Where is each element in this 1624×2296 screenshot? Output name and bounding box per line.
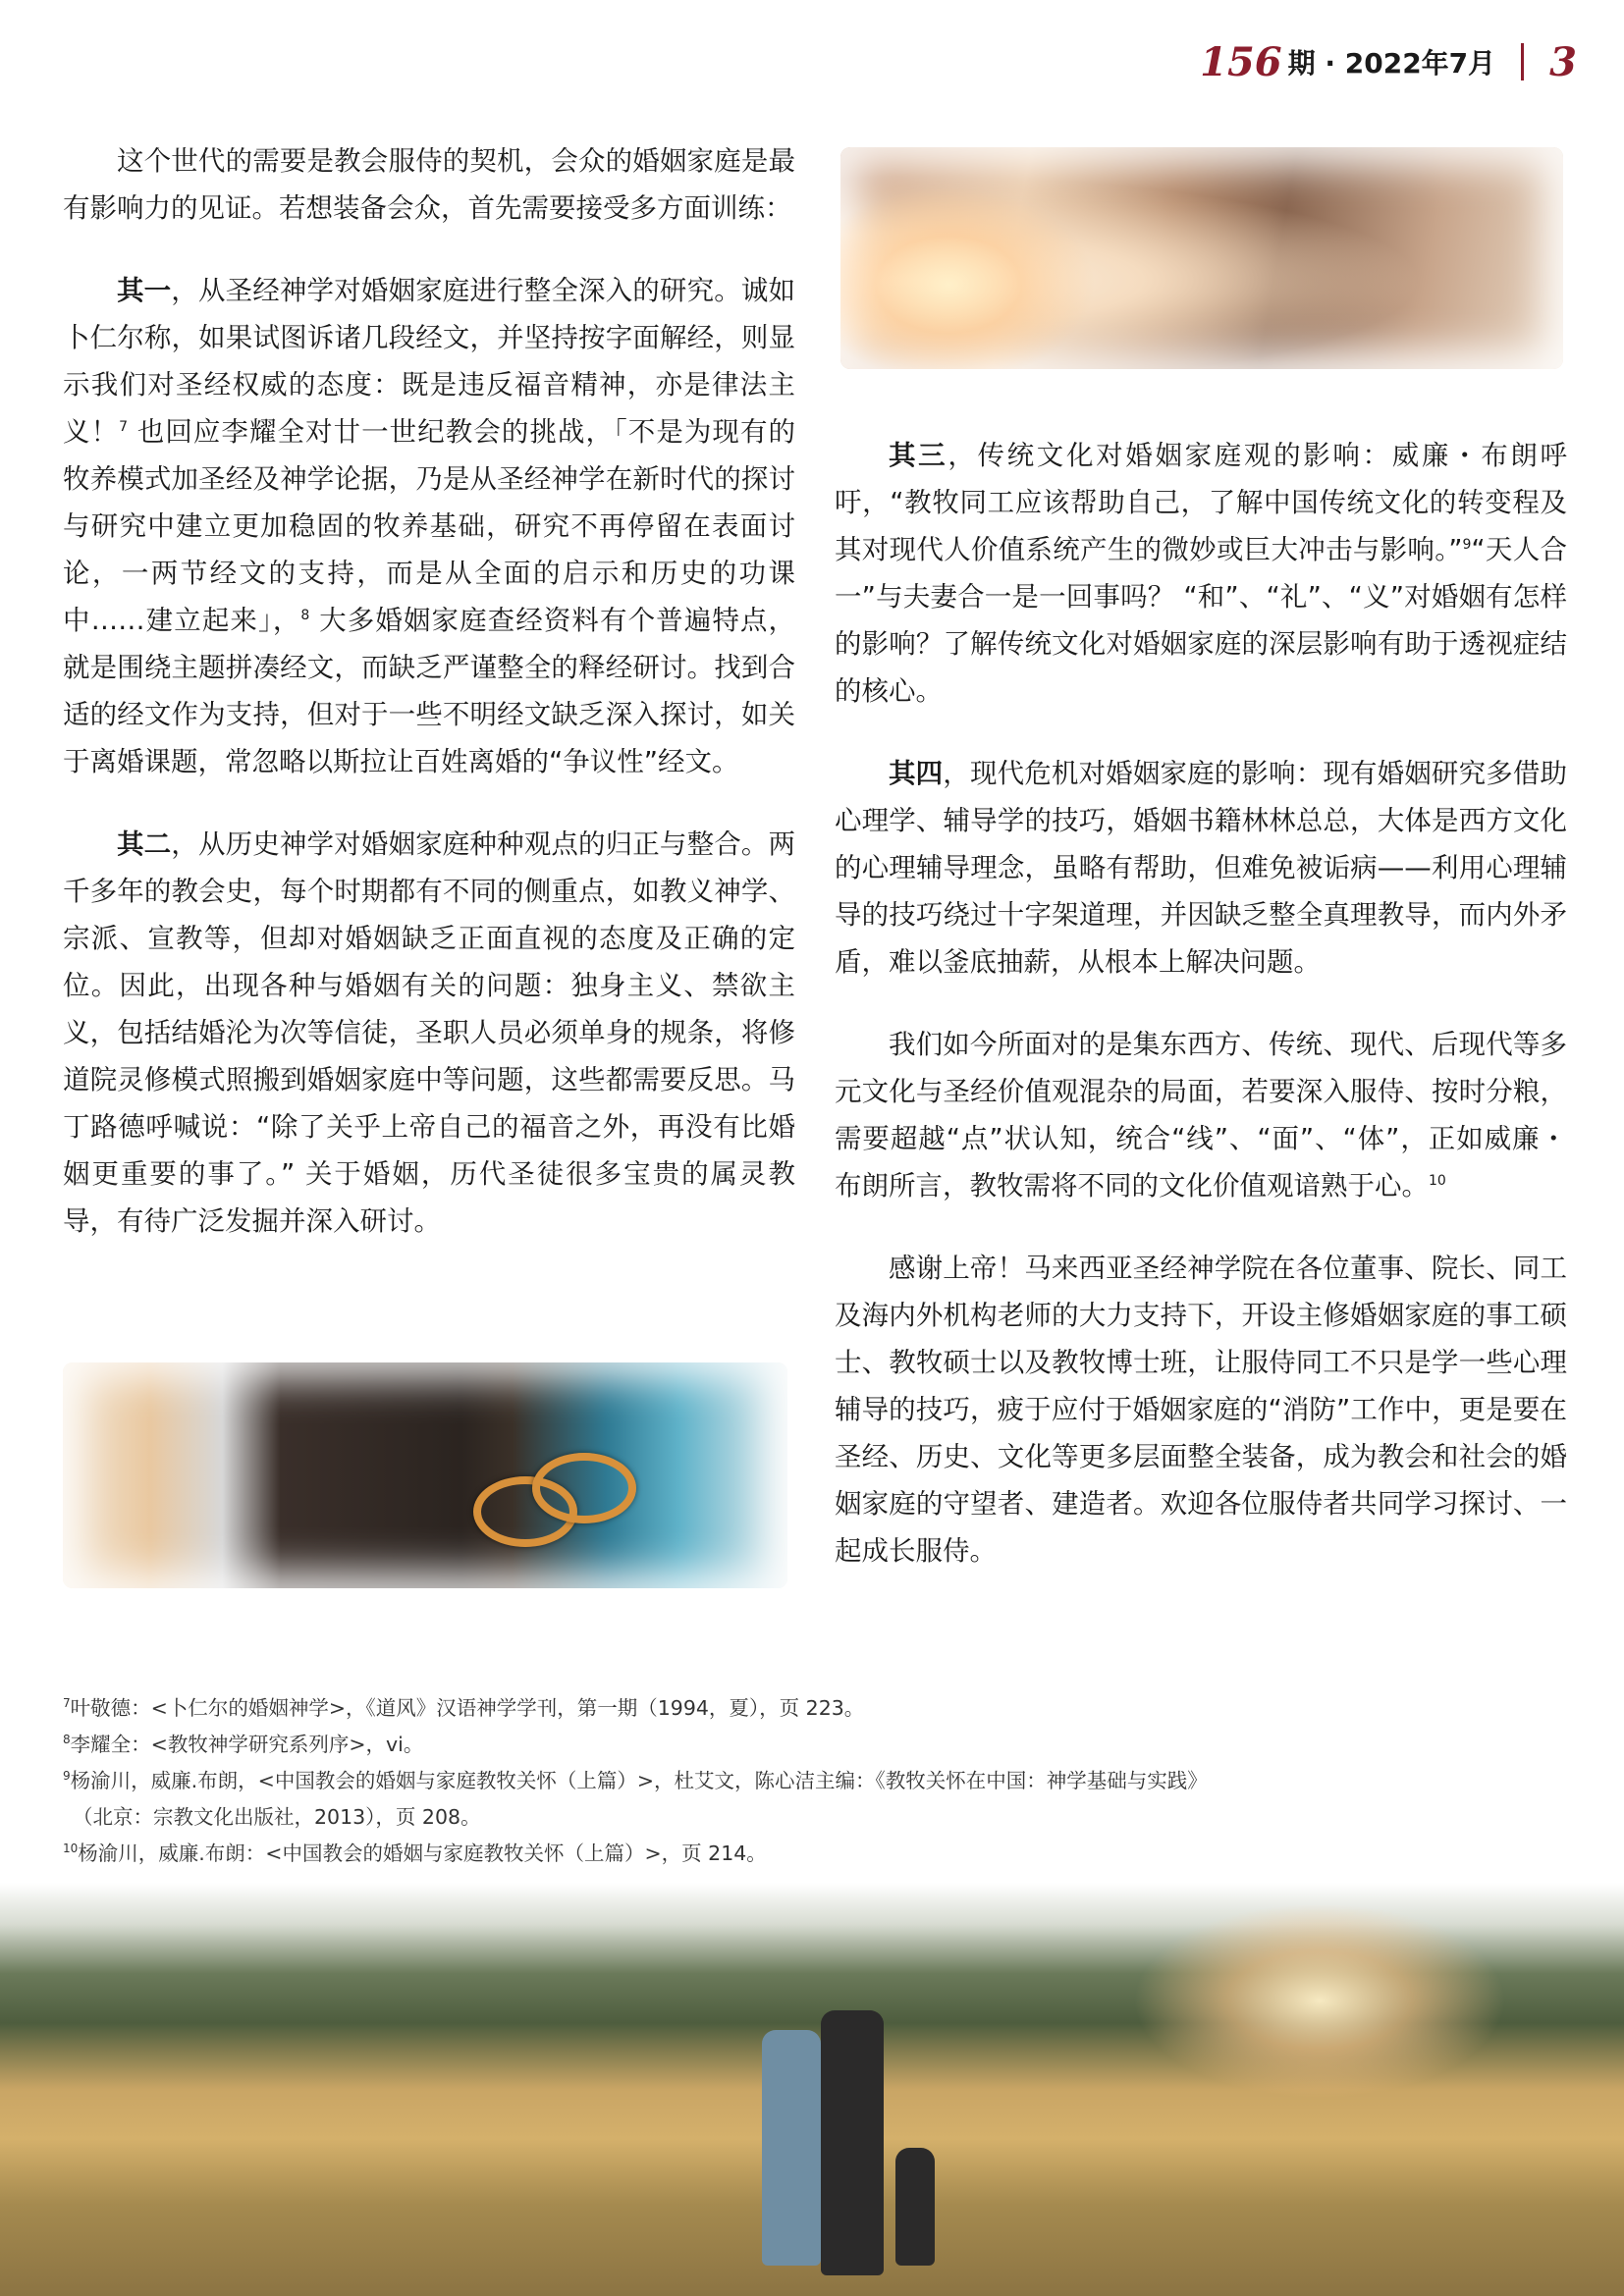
page-header <box>1200 37 1577 86</box>
point-four-paragraph: 其四，现代危机对婚姻家庭的影响：现有婚姻研究多借助心理学、辅导学的技巧，婚姻书籍林林总总，大体是西方文化的心理辅导理念，虽略有帮助，但难免被诟病——利用心理辅导的技巧绕过十字架道理，并因缺乏整全真理教导，而内外矛盾，难以釜底抽薪，从根本上解决问题。 <box>835 758 1568 978</box>
sunset-glow <box>1133 1902 1506 2099</box>
adult-figure <box>821 2010 884 2275</box>
intro-paragraph: 这个世代的需要是教会服侍的契机，会众的婚姻家庭是最有影响力的见证。若想装备会众，首先需要接受多方面训练： <box>63 145 795 224</box>
footnotes <box>63 1690 1575 1872</box>
summary-paragraph: 我们如今所面对的是集东西方、传统、现代、后现代等多元文化与圣经价值观混杂的局面，若要深入服侍、按时分粮，需要超越“点”状认知，统合“线”、“面”、“体”，正如威廉・布朗所言，教牧需将不同的文化价值观谙熟于心。$^{10}$ <box>835 1029 1567 1201</box>
issue-number: 156 <box>1200 38 1282 85</box>
point-three-lead: 其三 <box>889 440 948 471</box>
page-number: 3 <box>1549 38 1577 85</box>
footnote-ref-10[interactable]: 10 <box>1429 1172 1446 1189</box>
header-divider <box>1521 43 1524 80</box>
footnote-ref-8[interactable]: 8 <box>300 607 310 623</box>
ring-icon <box>532 1453 636 1523</box>
left-column <box>63 137 795 1280</box>
point-four-lead: 其四 <box>889 758 944 789</box>
footnote-ref-7[interactable]: 7 <box>119 418 129 435</box>
point-two-paragraph: 其二，从历史神学对婚姻家庭种种观点的归正与整合。两千多年的教会史，每个时期都有不同的侧重点，如教义神学、宗派、宣教等，但却对婚姻缺乏正面直视的态度及正确的定位。因此，出现各种与婚姻有关的问题：独身主义、禁欲主义，包括结婚沦为次等信徒，圣职人员必须单身的规条，将修道院灵修模式照搬到婚姻家庭中等问题，这些都需要反思。马丁路德呼喊说：“除了关乎上帝自己的福音之外，再没有比婚姻更重要的事了。” 关于婚姻，历代圣徒很多宝贵的属灵教导，有待广泛发掘并深入研讨。 <box>63 828 796 1237</box>
right-column <box>835 432 1567 1610</box>
footnote-8: $^8$李耀全：<教牧神学研究系列序>，vi。 <box>63 1733 424 1756</box>
footnote-7: $^7$叶敬德：<卜仁尔的婚姻神学>，《道风》汉语神学学刊，第一期（1994，夏），页 223。 <box>63 1696 865 1720</box>
footnote-ref-9[interactable]: 9 <box>1462 536 1472 553</box>
family-field-image <box>0 1883 1624 2296</box>
child-figure <box>895 2148 935 2266</box>
point-three-paragraph: 其三，传统文化对婚姻家庭观的影响：威廉・布朗呼吁，“教牧同工应该帮助自己，了解中国传统文化的转变程及其对现代人价值系统产生的微妙或巨大冲击与影响。”$^9$“天人合一”与夫妻合一是一回事吗？ “和”、“礼”、“义”对婚姻有怎样的影响？了解传统文化对婚姻家庭的深层影响有助于透视症结的核心。 <box>835 440 1568 707</box>
footnote-9-continued: （北京：宗教文化出版社，2013），页 208。 <box>73 1805 481 1829</box>
closing-paragraph: 感谢上帝！马来西亚圣经神学院在各位董事、院长、同工及海内外机构老师的大力支持下，开设主修婚姻家庭的事工硕士、教牧硕士以及教牧博士班，让服侍同工不只是学一些心理辅导的技巧，疲于应付于婚姻家庭的“消防”工作中，更是要在圣经、历史、文化等更多层面整全装备，成为教会和社会的婚姻家庭的守望者、建造者。欢迎各位服侍者共同学习探讨、一起成长服侍。 <box>835 1253 1567 1567</box>
adult-figure <box>762 2030 821 2266</box>
wedding-rings-image <box>63 1362 787 1588</box>
issue-date: 期 · 2022年7月 <box>1287 47 1496 80</box>
dried-flowers-image <box>840 147 1563 369</box>
footnote-10: $^{10}$杨渝川，威廉.布朗：<中国教会的婚姻与家庭教牧关怀（上篇）>，页 214。 <box>63 1842 767 1865</box>
point-one-lead: 其一 <box>117 275 172 306</box>
footnote-9: $^9$杨渝川，威廉.布朗，<中国教会的婚姻与家庭教牧关怀（上篇）>，杜艾文，陈心洁主编：《教牧关怀在中国：神学基础与实践》 <box>63 1769 1208 1792</box>
point-two-lead: 其二 <box>117 828 172 860</box>
point-one-paragraph: 其一，从圣经神学对婚姻家庭进行整全深入的研究。诚如卜仁尔称，如果试图诉诸几段经文，并坚持按字面解经，则显示我们对圣经权威的态度：既是违反福音精神，亦是律法主义！$^7$ 也回应李耀全对廿一世纪教会的挑战，「不是为现有的牧养模式加圣经及神学论据，乃是从圣经神学在新时代的探讨与研究中建立更加稳固的牧养基础，研究不再停留在表面讨论，一两节经文的支持，而是从全面的启示和历史的功课中……建立起来」，$^8$ 大多婚姻家庭查经资料有个普遍特点，就是围绕主题拼凑经文，而缺乏严谨整全的释经研讨。找到合适的经文作为支持，但对于一些不明经文缺乏深入探讨，如关于离婚课题，常忽略以斯拉让百姓离婚的“争议性”经文。 <box>63 275 796 777</box>
